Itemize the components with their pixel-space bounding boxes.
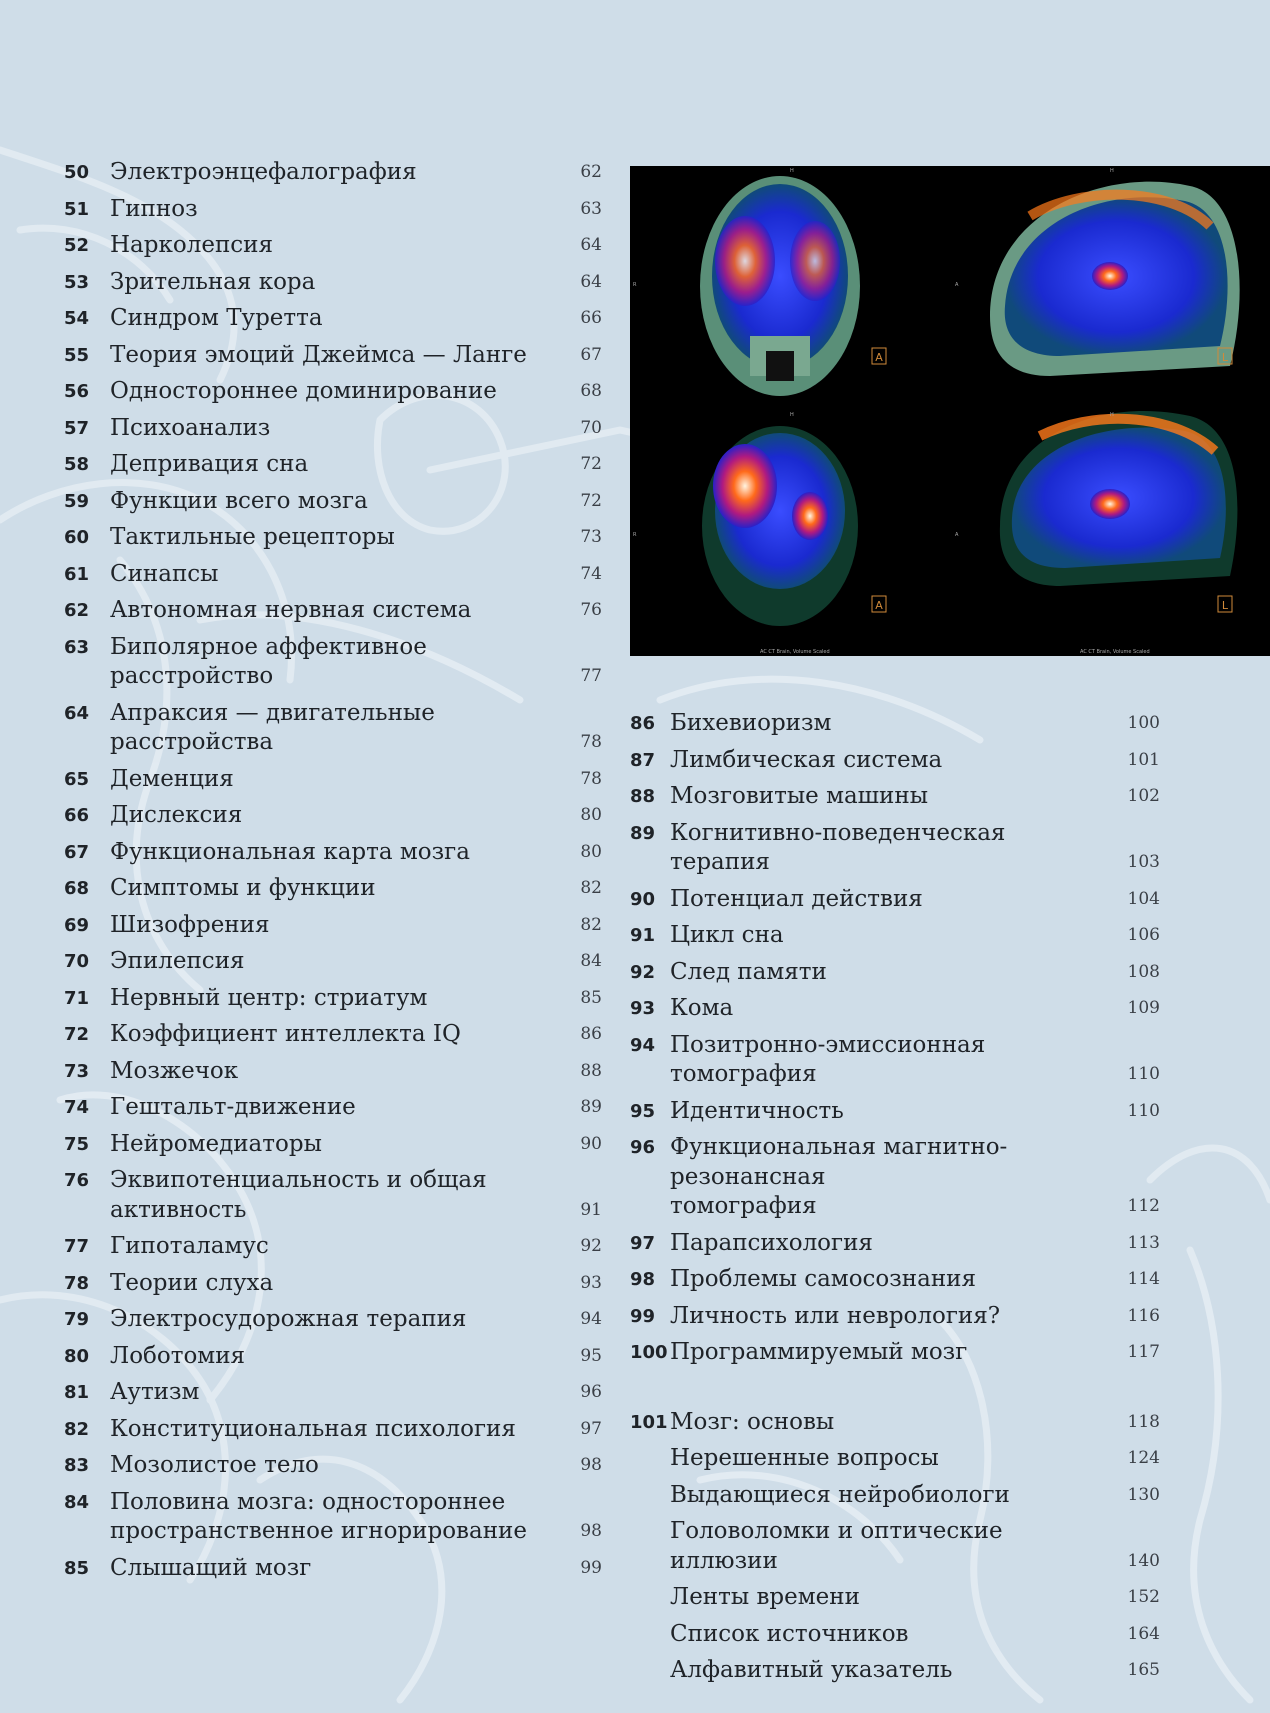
entry-number: 74 [64,1097,90,1118]
entry-number: 101 [630,1411,668,1433]
entry-page-number: 96 [580,1382,602,1402]
entry-page-number: 80 [580,841,602,862]
entry-page-number: 77 [580,666,602,686]
toc-entry[interactable] [630,1517,1160,1576]
entry-page-number: 95 [580,1345,602,1366]
entry-page-number: 78 [580,732,602,752]
marker-h-2: H [1110,168,1114,174]
toc-entry[interactable] [630,1133,1160,1222]
entry-page-number: 94 [580,1309,602,1329]
entry-page-number: 104 [1127,888,1160,909]
entry-title: Функциональная магнитно-резонансная томография [670,1134,1008,1219]
entry-title: Кома [670,995,734,1021]
marker-h-1: H [790,168,794,174]
entry-page-number: 98 [580,1455,602,1475]
toc-entry[interactable] [64,596,602,626]
toc-entry[interactable] [64,414,602,444]
entry-title: Позитронно-эмиссионная томография [670,1031,986,1087]
entry-title: Депривация сна [110,451,309,477]
entry-title: Апраксия — двигательные расстройства [110,699,435,755]
toc-entry[interactable] [630,1444,1160,1474]
toc-entry[interactable] [64,1093,602,1123]
entry-title: Проблемы самосознания [670,1266,977,1292]
entry-number: 94 [630,1034,656,1056]
entry-number: 93 [630,998,656,1019]
entry-title: Цикл сна [670,922,784,948]
section-gap [630,1375,1160,1408]
entry-number: 92 [630,961,656,983]
toc-entry[interactable] [64,801,602,831]
entry-number: 68 [64,878,90,899]
entry-title: Гипноз [110,195,198,222]
entry-page-number: 152 [1127,1587,1160,1607]
toc-entry[interactable] [630,746,1160,776]
entry-page-number: 130 [1127,1484,1160,1505]
toc-entry[interactable] [64,1451,602,1481]
entry-number: 54 [64,308,90,329]
entry-page-number: 101 [1127,749,1160,770]
entry-number: 51 [64,198,90,220]
toc-entry[interactable] [630,1481,1160,1511]
entry-number: 84 [64,1491,90,1513]
entry-title: Нейромедиаторы [110,1130,322,1157]
entry-title: Потенциал действия [670,885,923,912]
toc-entry[interactable] [64,947,602,977]
entry-title: Головоломки и оптические иллюзии [670,1518,1003,1574]
orientation-l-bottom: L [1221,599,1229,612]
entry-number: 82 [64,1418,90,1440]
toc-entry[interactable] [630,921,1160,951]
entry-number: 58 [64,454,90,475]
marker-h-3: H [790,412,794,418]
entry-page-number: 72 [580,490,602,511]
toc-entry[interactable] [64,984,602,1014]
toc-entry[interactable] [64,1232,602,1262]
pet-ct-scan-grid [630,166,1270,656]
toc-entry[interactable] [64,1342,602,1372]
entry-page-number: 97 [580,1418,602,1439]
entry-page-number: 86 [580,1024,602,1044]
coronal-pet [702,426,858,626]
toc-entry[interactable] [630,885,1160,915]
entry-number: 76 [64,1170,90,1191]
entry-number: 77 [64,1236,90,1257]
entry-page-number: 63 [580,198,602,219]
toc-entry[interactable] [630,709,1160,739]
entry-page-number: 140 [1127,1550,1160,1571]
entry-title: Лимбическая система [670,746,943,773]
entry-page-number: 124 [1127,1448,1160,1468]
entry-number: 87 [630,749,656,771]
entry-number: 53 [64,271,90,293]
entry-page-number: 80 [580,805,602,825]
entry-title: Аутизм [110,1379,200,1405]
entry-number: 52 [64,235,90,256]
entry-number: 59 [64,490,90,512]
scan-footer-1: AC CT Brain, Volume Scaled [760,649,830,655]
entry-page-number: 110 [1127,1100,1160,1121]
coronal-ct-pet [700,176,860,396]
entry-number: 67 [64,841,90,863]
entry-title: Ленты времени [670,1584,860,1610]
entry-page-number: 116 [1127,1305,1160,1326]
toc-entry[interactable] [64,304,602,334]
entry-number: 66 [64,805,90,826]
entry-page-number: 62 [580,162,602,182]
entry-number: 70 [64,951,90,972]
entry-number: 71 [64,987,90,1009]
entry-number: 56 [64,381,90,402]
toc-entry[interactable] [64,487,602,517]
entry-title: Идентичность [670,1097,844,1124]
entry-title: Слышащий мозг [110,1554,312,1581]
entry-page-number: 112 [1127,1196,1160,1216]
entry-page-number: 98 [580,1521,602,1541]
brain-scan-image [630,166,1270,656]
toc-entry[interactable] [64,523,602,553]
toc-entry[interactable] [64,1166,602,1225]
entry-page-number: 76 [580,600,602,620]
toc-entry[interactable] [64,1488,602,1547]
entry-number: 73 [64,1060,90,1082]
entry-title: Биполярное аффективное расстройство [110,633,427,689]
toc-entry[interactable] [64,911,602,941]
toc-entry[interactable] [630,1583,1160,1613]
toc-entry[interactable] [630,1031,1160,1090]
entry-page-number: 108 [1127,961,1160,982]
entry-title: Зрительная кора [110,268,316,295]
marker-a-2: A [955,532,959,538]
toc-entry[interactable] [64,699,602,758]
entry-title: Дислексия [110,802,243,828]
toc-entry[interactable] [630,782,1160,812]
entry-number: 72 [64,1024,90,1045]
entry-number: 75 [64,1133,90,1155]
toc-left-column [64,158,602,1590]
entry-title: Синапсы [110,560,219,587]
entry-title: Электроэнцефалография [110,159,417,185]
entry-page-number: 106 [1127,925,1160,945]
toc-entry[interactable] [64,1269,602,1299]
toc-entry[interactable] [630,1408,1160,1438]
entry-page-number: 99 [580,1557,602,1578]
entry-title: Тактильные рецепторы [110,524,395,550]
orientation-a-top: A [875,351,883,364]
entry-title: Личность или неврология? [670,1302,1001,1329]
entry-page-number: 90 [580,1133,602,1154]
entry-number: 62 [64,600,90,621]
toc-entry[interactable] [64,450,602,480]
entry-page-number: 93 [580,1272,602,1293]
entry-number: 60 [64,527,90,548]
entry-page-number: 113 [1127,1232,1160,1253]
entry-number: 91 [630,925,656,946]
entry-number: 81 [64,1382,90,1403]
toc-entry[interactable] [64,1378,602,1408]
entry-page-number: 114 [1127,1269,1160,1289]
entry-title: Эквипотенциальность и общая активность [110,1167,487,1223]
toc-entry[interactable] [64,560,602,590]
entry-page-number: 91 [580,1199,602,1220]
sagittal-ct-pet [990,182,1240,376]
entry-number: 85 [64,1557,90,1579]
entry-title: Автономная нервная система [110,597,472,623]
entry-title: Когнитивно-поведенческая терапия [670,819,1006,875]
entry-number: 57 [64,417,90,439]
entry-title: Алфавитный указатель [670,1657,953,1683]
scan-footer-2: AC CT Brain, Volume Scaled [1080,649,1150,655]
toc-entry[interactable] [64,195,602,225]
entry-page-number: 64 [580,235,602,255]
entry-page-number: 85 [580,987,602,1008]
entry-page-number: 100 [1127,713,1160,733]
entry-title: Деменция [110,765,234,792]
entry-title: Гипоталамус [110,1233,269,1259]
entry-title: Нарколепсия [110,232,273,258]
entry-page-number: 70 [580,417,602,438]
entry-title: Парапсихология [670,1229,873,1256]
entry-page-number: 78 [580,768,602,789]
toc-entry[interactable] [64,1057,602,1087]
toc-entry[interactable] [64,1554,602,1584]
entry-number: 98 [630,1269,656,1290]
toc-entry[interactable] [630,994,1160,1024]
entry-number: 65 [64,768,90,790]
entry-number: 63 [64,636,90,658]
entry-page-number: 66 [580,308,602,328]
toc-right-column [630,709,1160,1693]
entry-title: Электросудорожная терапия [110,1306,467,1332]
toc-entry[interactable] [64,1415,602,1445]
entry-number: 50 [64,162,90,183]
toc-entry[interactable] [64,231,602,261]
orientation-a-bottom: A [875,599,883,612]
entry-title: Теория эмоций Джеймса — Ланге [110,341,527,368]
entry-page-number: 82 [580,914,602,935]
toc-entry[interactable] [630,1656,1160,1686]
toc-entry[interactable] [64,874,602,904]
entry-page-number: 68 [580,381,602,401]
entry-number: 79 [64,1309,90,1330]
entry-page-number: 118 [1127,1411,1160,1432]
marker-r-1: R [633,282,637,288]
entry-title: Эпилепсия [110,948,245,974]
entry-page-number: 88 [580,1060,602,1081]
entry-title: Симптомы и функции [110,875,376,901]
entry-page-number: 74 [580,563,602,584]
entry-number: 88 [630,786,656,807]
toc-entry[interactable] [630,958,1160,988]
entry-page-number: 165 [1127,1660,1160,1680]
entry-number: 97 [630,1232,656,1254]
entry-title: Мозжечок [110,1057,239,1084]
sagittal-pet [1000,411,1238,586]
entry-title: Синдром Туретта [110,305,323,331]
entry-number: 90 [630,888,656,910]
entry-page-number: 164 [1127,1623,1160,1644]
entry-number: 95 [630,1100,656,1122]
entry-title: След памяти [670,958,827,985]
entry-title: Программируемый мозг [670,1339,968,1365]
orientation-l-top: L [1221,351,1229,364]
toc-entry[interactable] [64,1130,602,1160]
entry-page-number: 64 [580,271,602,292]
entry-page-number: 67 [580,344,602,365]
entry-title: Выдающиеся нейробиологи [670,1481,1010,1508]
marker-a-1: A [955,282,959,288]
entry-page-number: 117 [1127,1342,1160,1362]
toc-entry[interactable] [630,1620,1160,1650]
entry-page-number: 89 [580,1097,602,1117]
entry-page-number: 84 [580,951,602,971]
toc-entry[interactable] [64,1305,602,1335]
entry-title: Психоанализ [110,414,271,441]
entry-title: Нерешенные вопросы [670,1445,939,1471]
entry-title: Мозговитые машины [670,783,929,809]
toc-entry[interactable] [64,765,602,795]
entry-title: Функциональная карта мозга [110,838,470,865]
entry-number: 55 [64,344,90,366]
entry-number: 86 [630,713,656,734]
entry-page-number: 110 [1127,1064,1160,1084]
entry-title: Конституциональная психология [110,1415,516,1442]
entry-page-number: 92 [580,1236,602,1256]
toc-entry[interactable] [64,268,602,298]
entry-title: Функции всего мозга [110,487,368,514]
entry-number: 89 [630,822,656,844]
entry-title: Коэффициент интеллекта IQ [110,1021,461,1047]
entry-page-number: 72 [580,454,602,474]
entry-title: Гештальт-движение [110,1094,356,1120]
entry-number: 99 [630,1305,656,1327]
toc-entry[interactable] [630,1229,1160,1259]
entry-number: 78 [64,1272,90,1294]
entry-number: 61 [64,563,90,585]
entry-page-number: 109 [1127,998,1160,1018]
entry-title: Теории слуха [110,1269,274,1296]
toc-entry[interactable] [630,1302,1160,1332]
entry-title: Половина мозга: одностороннее пространственное игнорирование [110,1488,527,1544]
toc-entry[interactable] [64,633,602,692]
toc-entry[interactable] [630,1097,1160,1127]
entry-page-number: 82 [580,878,602,898]
toc-entry[interactable] [64,838,602,868]
toc-entry[interactable] [64,1020,602,1050]
toc-entry[interactable] [64,158,602,188]
entry-title: Нервный центр: стриатум [110,984,428,1011]
toc-entry[interactable] [630,1338,1160,1368]
entry-number: 69 [64,914,90,936]
entry-number: 64 [64,702,90,724]
entry-number: 96 [630,1137,656,1158]
toc-entry[interactable] [64,341,602,371]
entry-title: Мозг: основы [670,1408,835,1435]
entry-title: Список источников [670,1620,909,1647]
toc-entry[interactable] [630,819,1160,878]
entry-title: Одностороннее доминирование [110,378,497,404]
entry-page-number: 73 [580,527,602,547]
entry-page-number: 102 [1127,786,1160,806]
entry-page-number: 103 [1127,852,1160,872]
entry-title: Мозолистое тело [110,1452,319,1478]
entry-title: Бихевиоризм [670,710,832,736]
entry-number: 80 [64,1345,90,1367]
entry-number: 83 [64,1455,90,1476]
marker-h-4: H [1110,412,1114,418]
toc-entry[interactable] [64,377,602,407]
toc-entry[interactable] [630,1265,1160,1295]
entry-title: Шизофрения [110,911,270,938]
entry-number: 100 [630,1342,668,1363]
entry-title: Лоботомия [110,1342,246,1369]
marker-r-2: R [633,532,637,538]
